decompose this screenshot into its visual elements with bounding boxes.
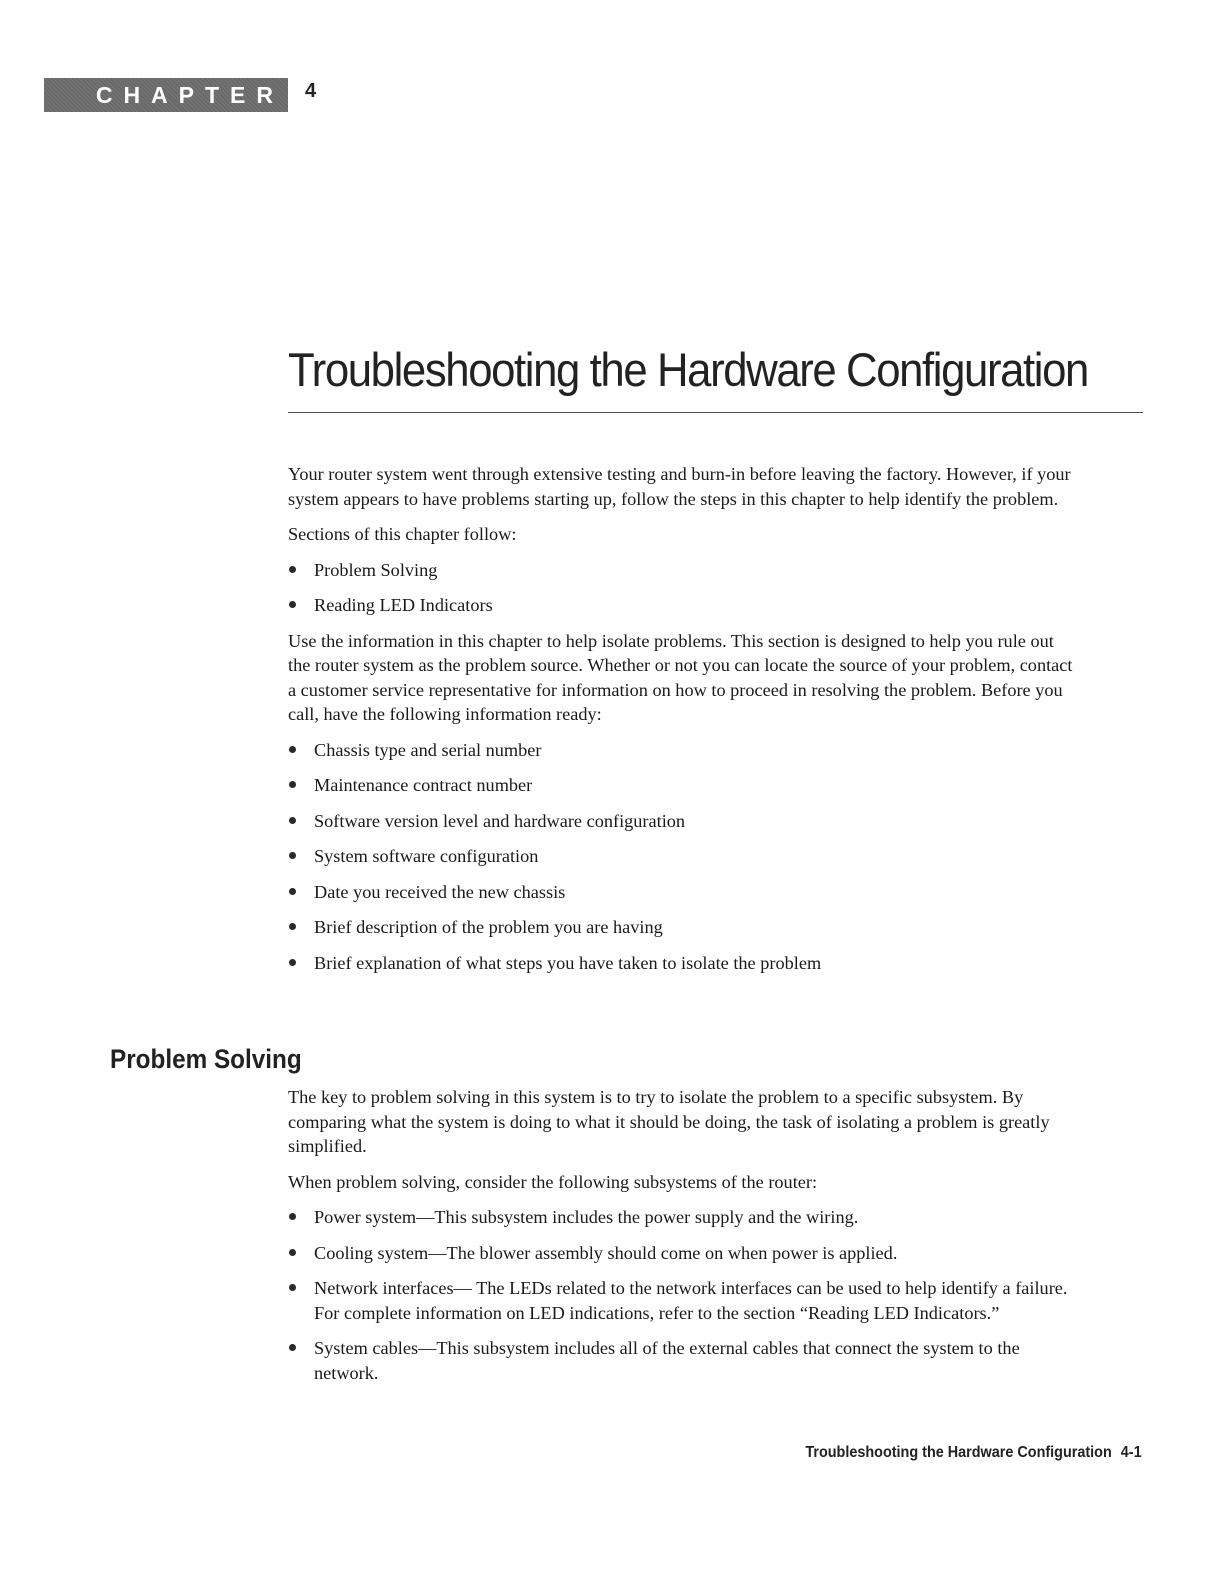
footer-page-number: 4-1 [1121, 1444, 1142, 1461]
bullet-icon [289, 817, 296, 824]
chapter-label: CHAPTER [44, 78, 288, 112]
checklist [288, 738, 1078, 976]
bullet-icon [289, 923, 296, 930]
page-title: Troubleshooting the Hardware Configuration [288, 343, 1088, 396]
section-heading-problem-solving: Problem Solving [110, 1044, 302, 1074]
bullet-icon [289, 1344, 296, 1351]
list-item: Date you received the new chassis [288, 880, 1078, 905]
bullet-icon [289, 1213, 296, 1220]
bullet-icon [289, 1284, 296, 1291]
section-paragraph: The key to problem solving in this system is to try to isolate the problem to a specific subsystem. By comparing what the system is doing to what it should be doing, the task of isolating a problem is greatly simplified. [288, 1087, 1050, 1156]
list-item: Problem Solving [288, 558, 1078, 583]
list-item: Power system—This subsystem includes the power supply and the wiring. [288, 1205, 1078, 1230]
intro-section [288, 462, 1078, 986]
list-item: System cables—This subsystem includes all of the external cables that connect the system to the network. [288, 1336, 1078, 1385]
subsystems-lead: When problem solving, consider the following subsystems of the router: [288, 1171, 818, 1192]
list-item: Cooling system—The blower assembly should come on when power is applied. [288, 1241, 1078, 1266]
bullet-icon [289, 852, 296, 859]
bullet-icon [289, 1249, 296, 1256]
bullet-icon [289, 746, 296, 753]
bullet-icon [289, 781, 296, 788]
list-item: Reading LED Indicators [288, 593, 1078, 618]
list-item: System software configuration [288, 844, 1078, 869]
list-item: Maintenance contract number [288, 773, 1078, 798]
bullet-icon [289, 601, 296, 608]
list-item: Brief description of the problem you are having [288, 915, 1078, 940]
sections-list [288, 558, 1078, 618]
bullet-icon [289, 566, 296, 573]
list-item: Software version level and hardware configuration [288, 809, 1078, 834]
subsystems-list [288, 1205, 1078, 1385]
bullet-icon [289, 888, 296, 895]
list-item: Chassis type and serial number [288, 738, 1078, 763]
chapter-number: 4 [305, 80, 317, 102]
footer-running-title: Troubleshooting the Hardware Configuration [805, 1444, 1113, 1461]
sections-lead: Sections of this chapter follow: [288, 524, 517, 544]
title-divider [288, 412, 1143, 413]
intro-paragraph: Your router system went through extensive testing and burn-in before leaving the factory. However, if your system appears to have problems starting up, follow the steps in this chapter to help identify the problem. [288, 464, 1071, 509]
bullet-icon [289, 959, 296, 966]
list-item: Brief explanation of what steps you have taken to isolate the problem [288, 951, 1078, 976]
list-item: Network interfaces— The LEDs related to the network interfaces can be used to help identify a failure. For complete information on LED indications, refer to the section “Reading LED Indicators.” [288, 1276, 1078, 1325]
page-footer [806, 1444, 1142, 1462]
info-paragraph: Use the information in this chapter to help isolate problems. This section is designed to help you rule out the router system as the problem source. Whether or not you can locate the source of your problem, contact a customer service representative for information on how to proceed in resolving the problem. Before you call, have the following information ready: [288, 630, 1073, 724]
problem-solving-section [288, 1085, 1078, 1396]
